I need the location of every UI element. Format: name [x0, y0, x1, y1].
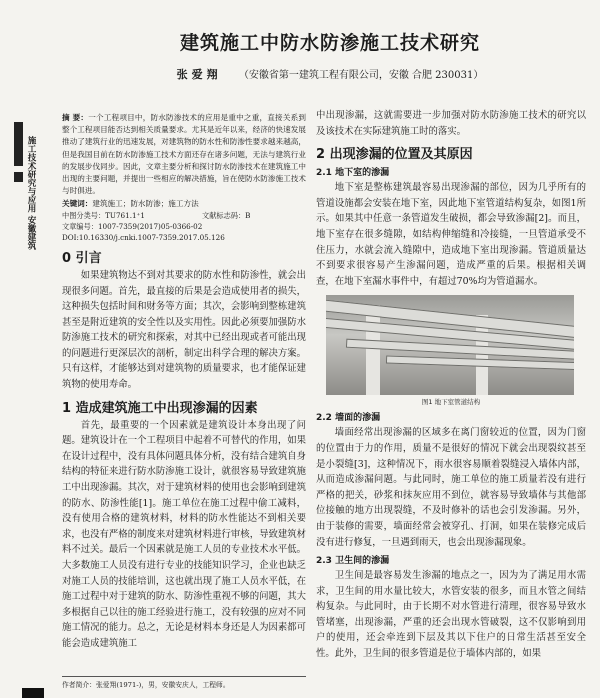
byline: [60, 66, 600, 82]
article-number: 文章编号：1007-7359(2017)05-0366-02: [62, 221, 203, 231]
section-2-3-text: 卫生间是最容易发生渗漏的地点之一，因为为了满足用水需求，卫生间的用水量比较大，水管安装的很多，而且水管之间结构复杂。与此同时，由于长期不对水管进行清理，很容易导致水管堵塞，出现渗漏，严重的还会出现水管破裂，这不仅影响到用户的使用，还会牵连到下层及其以下住户的日常生活甚至安全性。此外，卫生间的很多管道是位于墙体内部的，如果: [316, 570, 586, 660]
basement-pipe-photo: [326, 295, 574, 395]
sidebar-bar-top: [14, 122, 23, 166]
right-column: [316, 108, 586, 662]
keywords-label: 关键词：: [62, 199, 93, 209]
section-0-heading: 0 引言: [62, 250, 102, 266]
abstract-label: 摘 要：: [62, 113, 89, 122]
continued-text: 中出现渗漏，这就需要进一步加强对防水防渗施工技术的研究以及该技术在实际建筑施工时的落实。: [316, 110, 586, 137]
section-2-heading: 2 出现渗漏的位置及其原因: [316, 147, 473, 163]
figure-caption: 图1 地下室管道结构: [421, 398, 481, 407]
author-footnote: 作者简介：张爱翔(1971-)，男，安徽安庆人，工程师。: [62, 676, 306, 689]
section-1-heading: 1 造成建筑施工中出现渗漏的因素: [62, 400, 258, 416]
keywords-text: 建筑施工；防水防渗；施工方法: [92, 199, 199, 209]
article-meta: [62, 210, 306, 243]
page-number-block: [22, 688, 44, 698]
sidebar-bar-mid: [14, 172, 23, 182]
section-1-text: 首先，最重要的一个因素就是建筑设计本身出现了问题。建筑设计在一个工程项目中起着不可替代的作用，如果在设计过程中，没有具体问题具体分析，没有结合建筑自身结构的特征来进行防水防渗施工设计，就很容易导致建筑施工中出现渗漏。其次，对于建筑材料的使用也会影响到建筑的防水、防渗性能[1]。施工单位在施工过程中偷工减料，没有使用合格的建筑材料，材料的防水性能达不到相关要求，也没有严格的制度来对建筑材料进行审核，导致建筑材料不过关。最后一个因素就是施工人员的专业技术水平低。大多数施工人员没有进行专业的技能知识学习，企业也缺乏对施工人员的技能培训，这也就出现了施工人员水平低，在施工过程中对于建筑的防水、防渗性重视不够的问题，其大多根据自己以往的施工经验进行施工，没有较强的应对不同施工情况的能力。总之，无论是材料本身还是人为因素都可能会造成建筑施工: [62, 419, 306, 649]
left-column: [62, 112, 306, 652]
section-2-2-heading: 2.2 墙面的渗漏: [316, 413, 381, 424]
author-affiliation: （安徽省第一建筑工程有限公司，安徽 合肥 230031）: [238, 70, 484, 81]
section-2-1-heading: 2.1 地下室的渗漏: [316, 168, 390, 179]
sidebar-column-label: 施工技术研究与应用 安徽建筑: [26, 136, 36, 250]
section-2-3-heading: 2.3 卫生间的渗漏: [316, 556, 390, 567]
clc-number: 中图分类号：TU761.1⁺1: [62, 210, 145, 220]
section-0-text: 如果建筑物达不到对其要求的防水性和防渗性，就会出现很多问题。首先，最直接的后果是会造成使用者的损失，这种损失包括时间和财务等方面；其次，会影响到整栋建筑甚至是附近建筑的安全性以及实用性。因此必须要加强防水防渗施工技术的研究和探索，对其中已经出现或者可能出现的问题进行更深层次的剖析，制定出科学合理的解决方案。只有这样，才能够达到对建筑物的质量要求，也才能保证建筑物的使用寿命。: [62, 269, 306, 391]
journal-sidebar: [14, 122, 46, 352]
section-2-2-text: 墙面经常出现渗漏的区域多在离门窗较近的位置，因为门窗的位置由于力的作用，质量不是很好的情况下就会出现裂纹甚至是小裂缝[3]，这种情况下，雨水很容易顺着裂缝浸入墙体内部，从而造成渗漏问题。与此同时，施工单位的施工质量若没有进行严格的把关，砂浆和抹灰应用不到位，就容易导致墙体与其他部位接触的地方出现裂缝，不及时修补的话也会引发渗漏。另外，由于装修的需要，墙面经常会被穿孔、打洞，如果在装修完成后没有进行修复，一旦遇到雨天，也会出现渗漏现象。: [316, 427, 586, 548]
paper-title: 建筑施工中防水防渗施工技术研究: [179, 32, 480, 54]
doi: DOI:10.16330/j.cnki.1007-7359.2017.05.126: [62, 232, 225, 242]
photo-column: [366, 305, 380, 395]
author-name: 张爱翔: [176, 68, 222, 81]
abstract: [62, 112, 306, 197]
keywords: [62, 198, 306, 210]
document-code: 文献标志码：B: [202, 210, 251, 220]
section-2-1-text: 地下室是整栋建筑最容易出现渗漏的部位，因为几乎所有的管道设施都会安装在地下室，因此地下室管道结构复杂，如图1所示。如果其中任意一条管道发生破损，都会导致渗漏[2]。而且，地下室存在很多缝隙，如结构伸缩缝和冷接缝，一旦管道承受不住压力，水就会流入缝隙中，造成地下室出现渗漏。管道质量达不到要求很容易产生渗漏问题，造成严重的后果。根据相关调查，在地下室漏水事件中，有超过70%均为管道漏水。: [316, 182, 586, 287]
abstract-text: 一个工程项目中，防水防渗技术的应用是重中之重，直接关系到整个工程项目能否达到相关质量要求。尤其是近年以来，经济的快速发展推动了建筑行业的迅速发展，对建筑物的防水性和防渗性要求越来越高，但是我国目前在防水防渗施工技术方面还存在诸多问题，无法与建筑行业的发展步伐同步。因此，文章主要分析和探讨防水防渗技术在建筑施工中出现的主要问题，并提出一些相应的解决措施，旨在使防水防渗施工技术与时俱进。: [62, 113, 306, 196]
